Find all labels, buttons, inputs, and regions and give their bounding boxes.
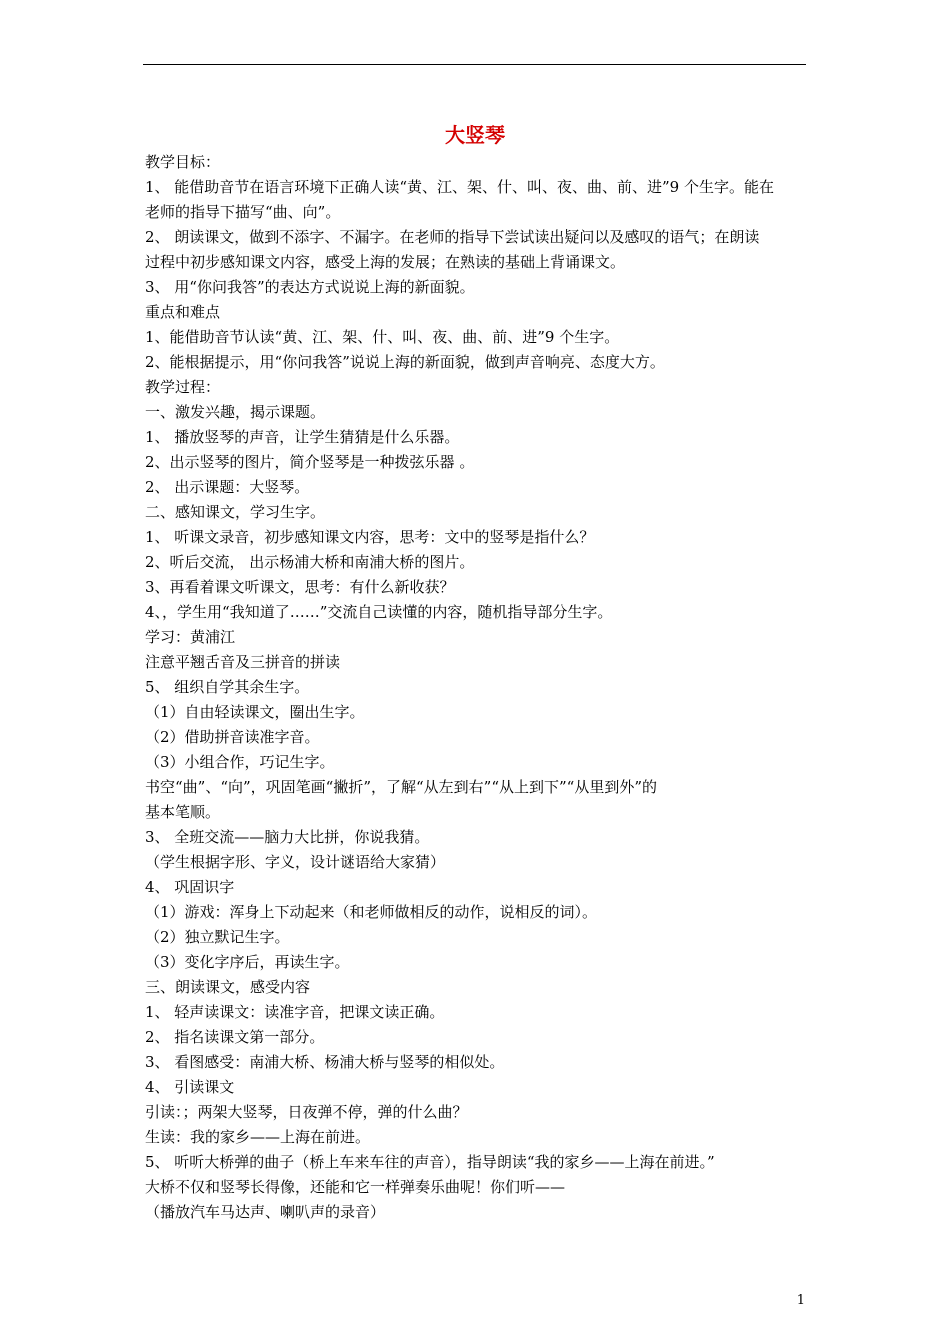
text-line: 2、能根据提示，用“你问我答”说说上海的新面貌，做到声音响亮、态度大方。 [145,353,665,371]
document-body [145,150,809,1225]
text-line: 2、 出示课题：大竖琴。 [145,478,310,496]
text-line: 1、 能借助音节在语言环境下正确人读“黄、江、架、什、叫、夜、曲、前、进”9 个生字。能在 [145,178,774,196]
text-line: 1、 听课文录音，初步感知课文内容，思考：文中的竖琴是指什么？ [145,528,595,546]
text-line: 一、激发兴趣，揭示课题。 [145,403,326,421]
text-line: （1）游戏：浑身上下动起来（和老师做相反的动作，说相反的词）。 [145,903,598,921]
page-number: 1 [796,1293,805,1308]
text-line: 生读：我的家乡——上海在前进。 [145,1128,371,1146]
text-line: 教学过程： [145,378,221,396]
text-line: 1、 轻声读课文：读准字音，把课文读正确。 [145,1003,445,1021]
text-line: （学生根据字形、字义，设计谜语给大家猜） [145,853,446,871]
text-line: （3）变化字序后，再读生字。 [145,953,350,971]
text-line: 5、 听听大桥弹的曲子（桥上车来车往的声音），指导朗读“我的家乡——上海在前进。” [145,1153,715,1171]
text-line: 注意平翘舌音及三拼音的拼读 [145,653,341,671]
page-title: 大竖琴 [445,123,505,147]
text-line: 3、 看图感受：南浦大桥、杨浦大桥与竖琴的相似处。 [145,1053,505,1071]
text-line: 二、感知课文，学习生字。 [145,503,326,521]
text-line: 重点和难点 [145,303,221,321]
text-line: （2）独立默记生字。 [145,928,290,946]
text-line: 2、出示竖琴的图片，简介竖琴是一种拨弦乐器 。 [145,453,475,471]
text-line: 4、 巩固识字 [145,878,235,896]
text-line: （3）小组合作，巧记生字。 [145,753,335,771]
text-line: 引读：；两架大竖琴，日夜弹不停，弹的什么曲？ [145,1103,468,1121]
text-line: 学习：黄浦江 [145,628,236,646]
text-line: 过程中初步感知课文内容，感受上海的发展；在熟读的基础上背诵课文。 [145,253,626,271]
text-line: 教学目标： [145,153,221,171]
text-line: 书空“曲”、“向”，巩固笔画“撇折”，了解“从左到右”“从上到下”“从里到外”的 [145,778,658,796]
text-line: 大桥不仅和竖琴长得像，还能和它一样弹奏乐曲呢！你们听—— [145,1178,566,1196]
text-line: 5、 组织自学其余生字。 [145,678,310,696]
text-line: （1）自由轻读课文，圈出生字。 [145,703,365,721]
text-line: 2、听后交流， 出示杨浦大桥和南浦大桥的图片。 [145,553,475,571]
text-line: 3、再看着课文听课文，思考：有什么新收获？ [145,578,455,596]
text-line: （2）借助拼音读准字音。 [145,728,320,746]
text-line: 基本笔顺。 [145,803,221,821]
text-line: 1、能借助音节认读“黄、江、架、什、叫、夜、曲、前、进”9 个生字。 [145,328,620,346]
text-line: （播放汽车马达声、喇叭声的录音） [145,1203,386,1221]
text-line: 4、 引读课文 [145,1078,235,1096]
text-line: 3、 用“你问我答”的表达方式说说上海的新面貌。 [145,278,475,296]
text-line: 2、 朗读课文，做到不添字、不漏字。在老师的指导下尝试读出疑问以及感叹的语气；在朗读 [145,228,760,246]
text-line: 1、 播放竖琴的声音，让学生猜猜是什么乐器。 [145,428,460,446]
text-line: 4、，学生用“我知道了……”交流自己读懂的内容，随机指导部分生字。 [145,603,613,621]
text-line: 三、朗读课文，感受内容 [145,978,311,996]
text-line: 3、 全班交流——脑力大比拼，你说我猜。 [145,828,430,846]
text-line: 2、 指名读课文第一部分。 [145,1028,325,1046]
header-rule [143,64,806,65]
text-line: 老师的指导下描写“曲、向”。 [145,203,341,221]
